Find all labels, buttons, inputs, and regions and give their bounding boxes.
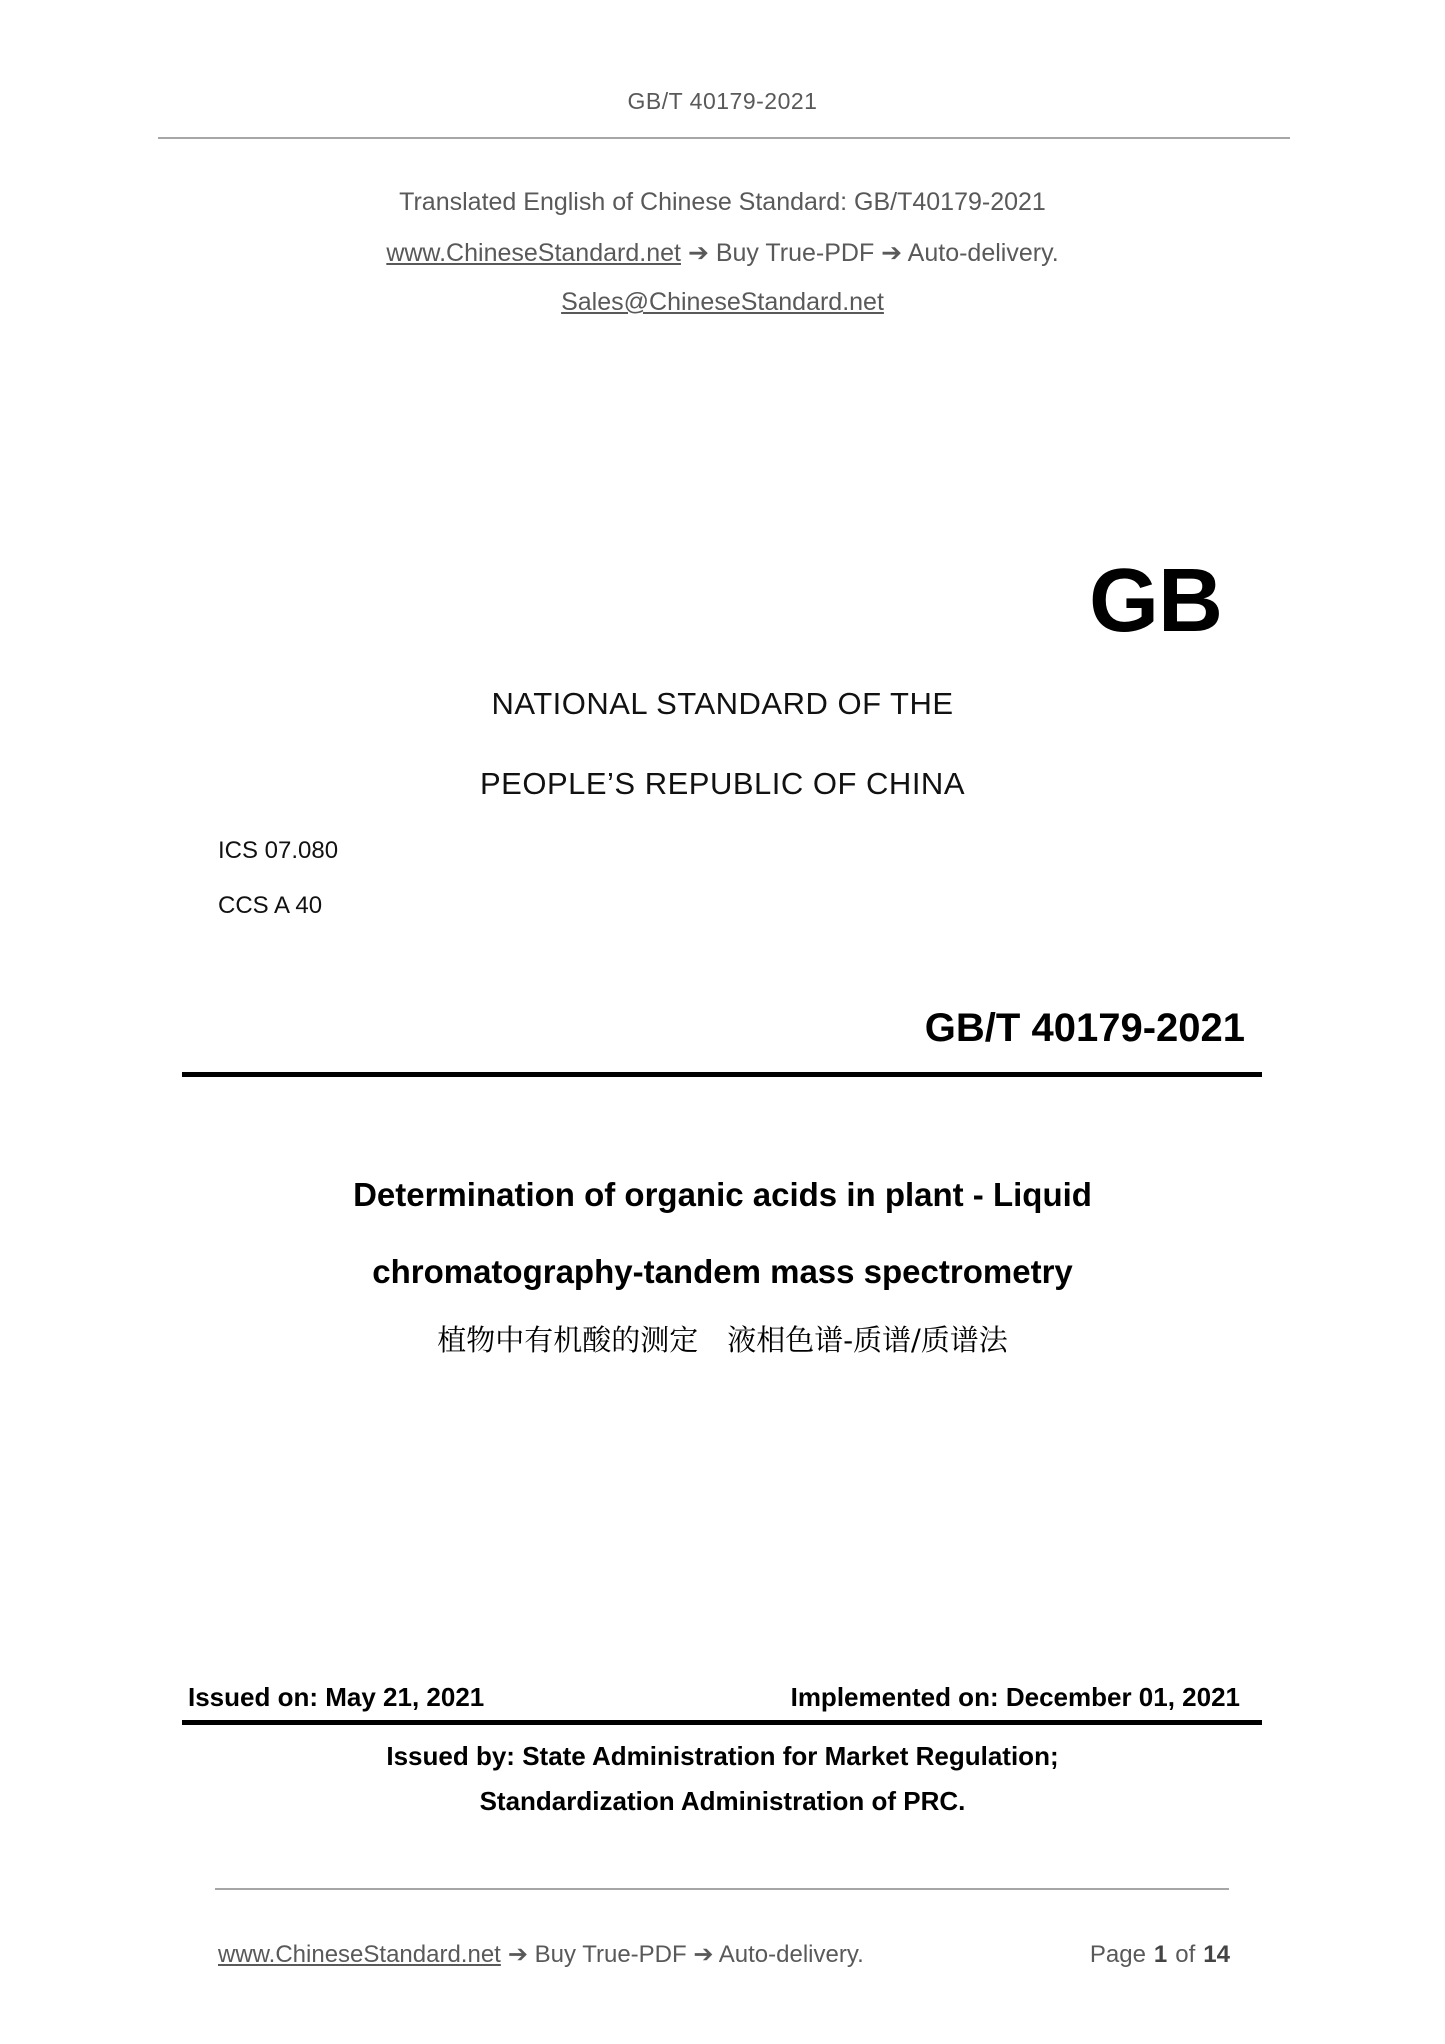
national-standard-line-2: PEOPLE’S REPUBLIC OF CHINA (479, 766, 965, 801)
standard-code-divider (182, 1072, 1262, 1077)
standard-code: GB/T 40179-2021 (924, 1006, 1245, 1050)
page-label: Page (1089, 1941, 1146, 1968)
header-divider (158, 137, 1290, 139)
page-current-number: 1 (1153, 1941, 1168, 1968)
ics-classification: ICS 07.080 (218, 837, 339, 864)
issue-dates-divider (182, 1720, 1262, 1725)
page-indicator (1090, 1941, 1230, 1969)
issued-by-line-1: Issued by: State Administration for Market Regulation; (386, 1741, 1059, 1771)
issued-on-date: Issued on: May 21, 2021 (188, 1682, 485, 1712)
gb-logo: GB (1089, 551, 1222, 651)
page-footer (218, 1940, 1230, 1969)
standard-title-line-2: chromatography-tandem mass spectrometry (372, 1253, 1073, 1290)
buy-info-tail: ➔ Buy True-PDF ➔ Auto-delivery. (687, 239, 1059, 267)
footer-buy-info-tail: ➔ Buy True-PDF ➔ Auto-delivery. (507, 1941, 864, 1968)
buy-info-line (0, 238, 1445, 268)
standard-title-line-1: Determination of organic acids in plant - Liquid (353, 1176, 1092, 1213)
page-total-number: 14 (1203, 1941, 1230, 1968)
email-line (0, 288, 1445, 317)
standard-title-chinese: 植物中有机酸的测定 液相色谱-质谱/质谱法 (437, 1323, 1008, 1357)
footer-buy-info (218, 1940, 864, 1969)
footer-website-link[interactable]: www.ChineseStandard.net (218, 1941, 501, 1968)
national-standard-line-1: NATIONAL STANDARD OF THE (491, 686, 954, 721)
ccs-classification: CCS A 40 (218, 892, 323, 919)
implemented-on-date: Implemented on: December 01, 2021 (790, 1682, 1240, 1712)
website-link[interactable]: www.ChineseStandard.net (386, 239, 681, 267)
translated-standard-line: Translated English of Chinese Standard: GB/T40179-2021 (399, 188, 1046, 216)
issue-dates-row (188, 1682, 1240, 1713)
issued-by-line-2: Standardization Administration of PRC. (479, 1786, 966, 1816)
footer-divider (215, 1888, 1229, 1890)
running-header-doc-code: GB/T 40179-2021 (627, 88, 818, 114)
sales-email-link[interactable]: Sales@ChineseStandard.net (561, 288, 884, 316)
page-of-label: of (1175, 1941, 1196, 1968)
